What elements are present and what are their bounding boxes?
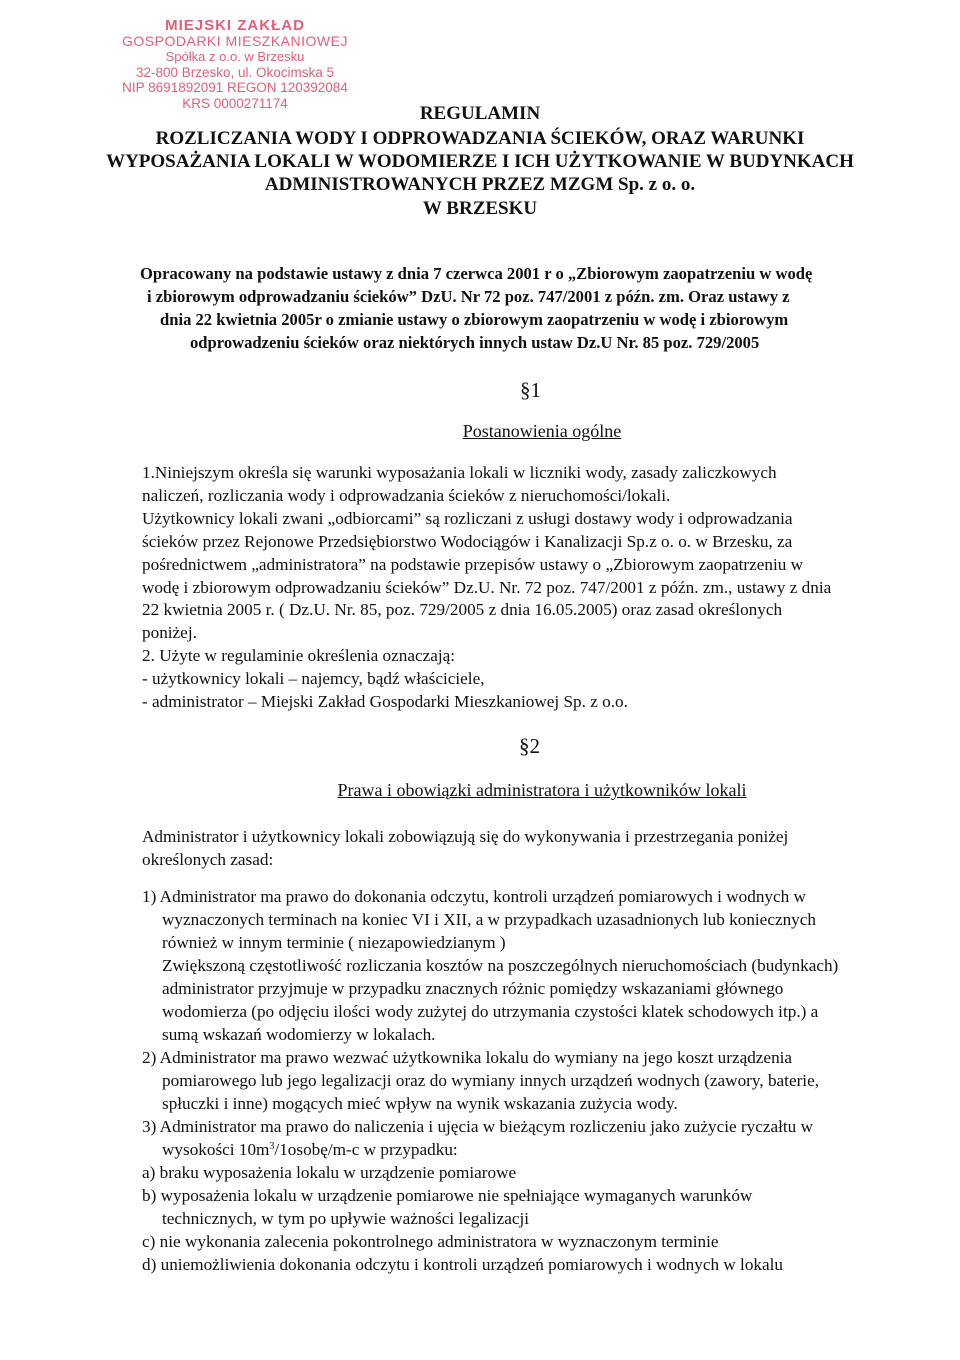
section-2-line	[162, 1140, 458, 1160]
section-1-mark: §1	[520, 378, 541, 402]
section-2-line: c) nie wykonania zalecenia pokontrolnego administratora w wyznaczonym terminie	[142, 1232, 719, 1251]
rate-text: wysokości 10m	[162, 1140, 270, 1159]
section-1-line: - użytkownicy lokali – najemcy, bądź właściciele,	[142, 669, 485, 688]
section-1-line: 2. Użyte w regulaminie określenia oznaczają:	[142, 646, 456, 665]
section-2-line: 2) Administrator ma prawo wezwać użytkownika lokalu do wymiany na jego koszt urządzenia	[142, 1048, 793, 1067]
stamp-line: Spółka z o.o. w Brzesku	[165, 49, 305, 64]
section-1-line: 1.Niniejszym określa się warunki wyposażania lokali w liczniki wody, zasady zaliczkowych	[142, 463, 777, 482]
section-1-line: ścieków przez Rejonowe Przedsiębiorstwo Wodociągów i Kanalizacji Sp.z o. o. w Brzesku, za	[142, 532, 793, 551]
intro-line: dnia 22 kwietnia 2005r o zmianie ustawy o zbiorowym zaopatrzeniu w wodę i zbiorowym	[160, 310, 789, 329]
stamp-line: 32-800 Brzesko, ul. Okocimska 5	[135, 64, 335, 80]
intro-line: Opracowany na podstawie ustawy z dnia 7 czerwca 2001 r o „Zbiorowym zaopatrzeniu w wodę	[140, 264, 813, 283]
section-2-line: spłuczki i inne) mogących mieć wpływ na wynik wskazania zużycia wody.	[162, 1094, 678, 1113]
section-2-line: wodomierza (po odjęciu ilości wody zużytej do utrzymania czystości klatek schodowych itp.) a	[162, 1002, 819, 1021]
section-2-line: administrator przyjmuje w przypadku znacznych różnic pomiędzy wskazaniami głównego	[162, 979, 784, 998]
stamp-line: GOSPODARKI MIESZKANIOWEJ	[122, 32, 348, 49]
document-title-line: WYPOSAŻANIA LOKALI W WODOMIERZE I ICH UŻYTKOWANIE W BUDYNKACH	[106, 151, 854, 172]
section-2-line: b) wyposażenia lokalu w urządzenie pomiarowe nie spełniające wymaganych warunków	[142, 1186, 753, 1205]
section-2-line: również w innym terminie ( niezapowiedzianym )	[162, 933, 506, 952]
section-1-title: Postanowienia ogólne	[462, 421, 622, 441]
section-2-line: d) uniemożliwienia dokonania odczytu i kontroli urządzeń pomiarowych i wodnych w lokalu	[142, 1255, 784, 1274]
section-2-line: wyznaczonych terminach na koniec VI i XII, a w przypadkach uzasadnionych lub koniecznych	[162, 910, 816, 929]
section-1-line: pośrednictwem „administratora” na podstawie przepisów ustawy o „Zbiorowym zaopatrzeniu w	[142, 555, 804, 574]
document-title-line: ADMINISTROWANYCH PRZEZ MZGM Sp. z o. o.	[264, 174, 696, 195]
section-1-line: - administrator – Miejski Zakład Gospodarki Mieszkaniowej Sp. z o.o.	[142, 692, 628, 711]
stamp-line: KRS 0000271174	[182, 95, 288, 111]
rate-text: /1osobę/m-c w przypadku:	[274, 1140, 458, 1159]
stamp-line: MIEJSKI ZAKŁAD	[165, 17, 305, 34]
section-1-line: poniżej.	[142, 623, 197, 642]
document-title-line: ROZLICZANIA WODY I ODPROWADZANIA ŚCIEKÓW, ORAZ WARUNKI	[155, 128, 805, 149]
document-title-line: W BRZESKU	[422, 198, 538, 219]
section-2-line: technicznych, w tym po upływie ważności legalizacji	[162, 1209, 530, 1228]
section-2-title: Prawa i obowiązki administratora i użytkowników lokali	[337, 780, 747, 800]
intro-line: odprowadzeniu ścieków oraz niektórych innych ustaw Dz.U Nr. 85 poz. 729/2005	[190, 333, 760, 352]
intro-line: i zbiorowym odprowadzaniu ścieków” DzU. Nr 72 poz. 747/2001 z późn. zm. Oraz ustawy z	[147, 287, 790, 306]
stamp-line: NIP 8691892091 REGON 120392084	[122, 80, 348, 95]
section-2-intro-line: określonych zasad:	[142, 850, 274, 869]
section-2-line: Zwiększoną częstotliwość rozliczania kosztów na poszczególnych nieruchomościach (budynkach)	[162, 956, 839, 975]
section-2-line: a) braku wyposażenia lokalu w urządzenie pomiarowe	[142, 1163, 517, 1182]
section-2-line: 1) Administrator ma prawo do dokonania odczytu, kontroli urządzeń pomiarowych i wodnych w	[142, 887, 806, 906]
section-1-line: naliczeń, rozliczania wody i odprowadzania ścieków z nieruchomości/lokali.	[142, 486, 671, 505]
section-2-line: pomiarowego lub jego legalizacji oraz do wymiany innych urządzeń wodnych (zawory, baterie,	[162, 1071, 820, 1090]
section-1-line: wodę i zbiorowym odprowadzaniu ścieków” Dz.U. Nr. 72 poz. 747/2001 z późn. zm., ustawy z dnia	[142, 578, 832, 597]
section-2-mark: §2	[519, 734, 540, 758]
superscript: 3	[269, 1141, 275, 1152]
document-title: REGULAMIN	[419, 103, 541, 124]
section-1-line: 22 kwietnia 2005 r. ( Dz.U. Nr. 85, poz. 729/2005 z dnia 16.05.2005) oraz zasad określonych	[142, 600, 783, 619]
section-2-line: sumą wskazań wodomierzy w lokalach.	[162, 1025, 436, 1044]
company-stamp	[120, 18, 350, 111]
section-2-intro-line: Administrator i użytkownicy lokali zobowiązują się do wykonywania i przestrzegania poniżej	[142, 827, 789, 846]
section-1-line: Użytkownicy lokali zwani „odbiorcami” są rozliczani z usługi dostawy wody i odprowadzania	[142, 509, 793, 528]
section-2-line: 3) Administrator ma prawo do naliczenia i ujęcia w bieżącym rozliczeniu jako zużycie ryczałtu w	[142, 1117, 813, 1136]
